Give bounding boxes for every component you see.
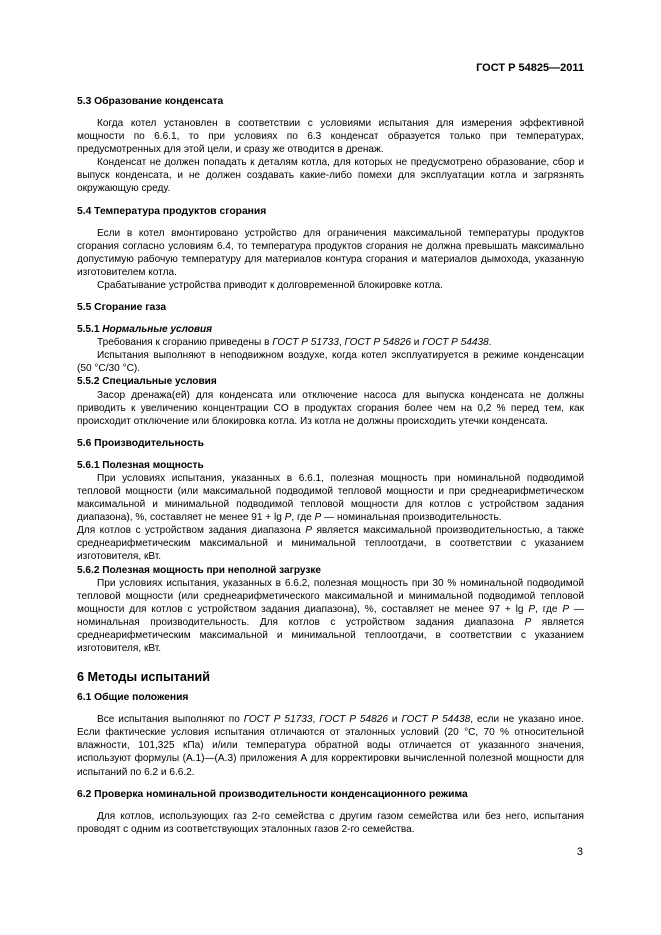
section-5-5-title: 5.5 Сгорание газа	[77, 302, 167, 314]
section-5-6-title: 5.6 Производительность	[77, 437, 204, 449]
paragraph: Требования к сгоранию приведены в ГОСТ Р 51733, ГОСТ Р 54826 и ГОСТ Р 54438.	[97, 337, 492, 349]
subsection-5-6-2-title: 5.6.2 Полезная мощность при неполной загрузке	[77, 564, 322, 576]
subsection-5-5-2-title: 5.5.2 Специальные условия	[77, 376, 217, 388]
paragraph: Испытания выполняют в неподвижном воздухе, когда котел эксплуатируется в режиме конденсации (50 °С/30 °С).	[77, 350, 584, 375]
paragraph: Для котлов с устройством задания диапазона P является максимальной производительностью, а также среднеарифметическим максимальной и минимальной теплоотдачи, в соответствии с указанием изготовителя, кВт.	[77, 525, 585, 563]
paragraph: Когда котел установлен в соответствии с условиями испытания для измерения эффективной мощности по 6.6.1, то при условиях по 6.3 конденсат образуется только при температурах, предусмотренных для этой цели, и сразу же отводится в дренаж.	[77, 118, 584, 156]
page-content	[77, 95, 584, 836]
paragraph: Засор дренажа(ей) для конденсата или отключение насоса для выпуска конденсата не должны приводить к увеличению концентрации CO в продуктах сгорания более чем на 0,2 % перед тем, как происходит отключение или блокировка котла. Из котла не должны происходить утечки конденсата.	[77, 389, 584, 427]
subsection-5-5-1-title: 5.5.1 Нормальные условия	[77, 324, 213, 336]
paragraph: Конденсат не должен попадать к деталям котла, для которых не предусмотрено образование, сбор и выпуск конденсата, и не должен создавать какие-либо помехи для эксплуатации котла и загрязнять окружающую среду.	[77, 157, 584, 195]
paragraph: При условиях испытания, указанных в 6.6.1, полезная мощность при номинальной подводимой тепловой мощности (или максимальной подводимой тепловой мощности и при среднеарифметическом максимальной и минимальной подводимой тепловой мощности для котлов с устройством задания диапазона), %, составляет не менее 91 + lg P, где P — номинальная производительность.	[77, 472, 584, 524]
page-number: 3	[576, 846, 583, 858]
section-6-title: 6 Методы испытаний	[77, 670, 210, 685]
paragraph: Для котлов, использующих газ 2-го семейства с другим газом семейства или без него, испытания проводят с одним из соответствующих эталонных газов 2-го семейства.	[77, 810, 584, 835]
paragraph: При условиях испытания, указанных в 6.6.2, полезная мощность при 30 % номинальной подводимой тепловой мощности (или среднеарифметического максимальной и минимальной подводимой тепловой мощности для котлов с устройством задания диапазона), %, составляет не менее 97 + lg P, где P — номинальная производительность. Для котлов с устройством задания диапазона P является среднеарифметическим максимальной и минимальной теплоотдачи, в соответствии с указанием изготовителя, кВт.	[77, 577, 585, 655]
document-header: ГОСТ Р 54825—2011	[476, 62, 584, 74]
section-5-4-title: 5.4 Температура продуктов сгорания	[77, 205, 267, 217]
paragraph: Срабатывание устройства приводит к долговременной блокировке котла.	[97, 279, 443, 291]
section-5-3-title: 5.3 Образование конденсата	[77, 96, 224, 107]
section-6-1-title: 6.1 Общие положения	[77, 692, 189, 704]
paragraph: Если в котел вмонтировано устройство для ограничения максимальной температуры продуктов сгорания согласно условиям 6.4, то температура продуктов сгорания не должна превышать максимально допустимую рабочую температуру для материалов контура сгорания и материалов дымохода, указанную изготовителем котла.	[77, 227, 584, 278]
paragraph: Все испытания выполняют по ГОСТ Р 51733, ГОСТ Р 54826 и ГОСТ Р 54438, если не указано иное. Если фактические условия испытания отличаются от эталонных условий (20 °С, 70 % относительной влажности, 101,325 кПа) и/или температура обратной воды отличается от указанного значения, используют формулы (А.1)—(А.3) приложения А для корректировки вычисленной полезной мощности для испытаний по 6.2 и 6.6.2.	[77, 714, 584, 778]
subsection-5-6-1-title: 5.6.1 Полезная мощность	[77, 459, 204, 471]
section-6-2-title: 6.2 Проверка номинальной производительности конденсационного режима	[77, 788, 468, 800]
